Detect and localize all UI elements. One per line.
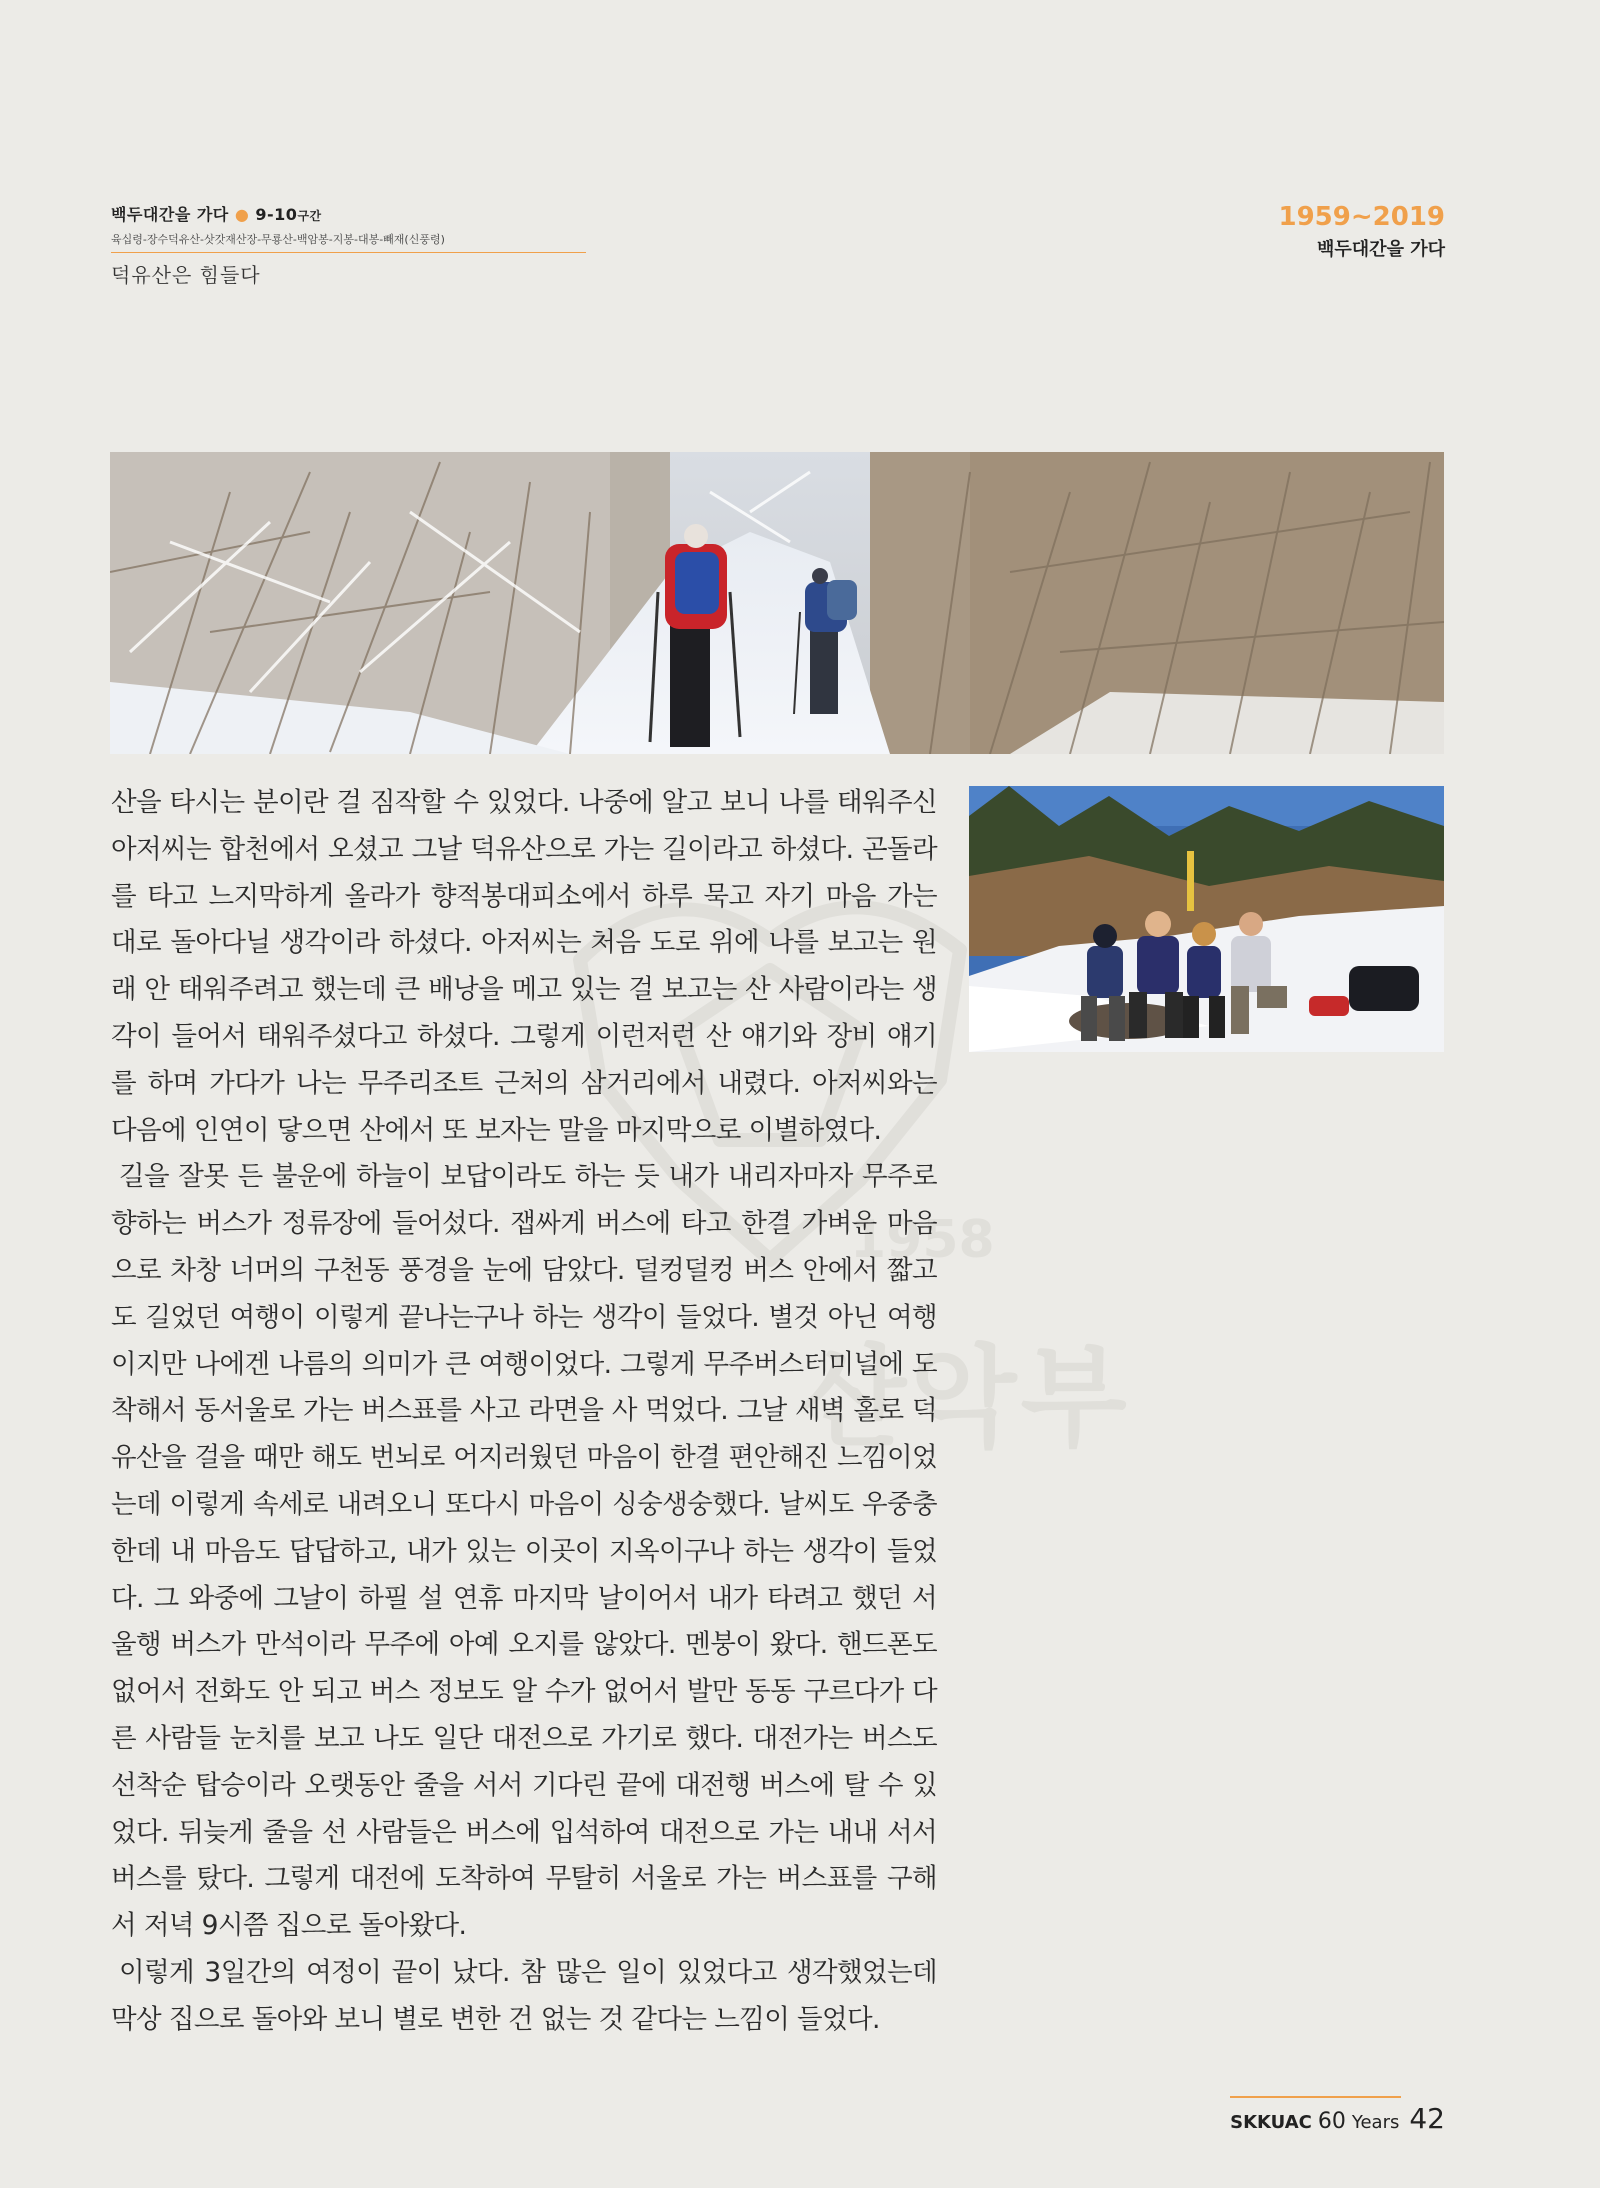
route-line: 육십령-장수덕유산-삿갓재산장-무룡산-백암봉-지봉-대봉-빼재(신풍령) xyxy=(111,231,586,253)
magazine-section-title: 백두대간을 가다 xyxy=(1317,239,1445,260)
side-photo xyxy=(969,786,1444,1052)
body-paragraph: 산을 타시는 분이란 걸 짐작할 수 있었다. 나중에 알고 보니 나를 태워주신 아저씨는 합천에서 오셨고 그날 덕유산으로 가는 길이라고 하셨다. 곤돌라를 타고 느지막하게 올라가 향적봉대피소에서 하루 묵고 자기 마음 가는 대로 돌아다닐 생각이라 하셨다. 아저씨는 처음 도로 위에 나를 보고는 원래 안 태워주려고 했는데 큰 배낭을 메고 있는 걸 보고는 산 사람이라는 생각이 들어서 태워주셨다고 하셨다. 그렇게 이런저런 산 얘기와 장비 얘기를 하며 가다가 나는 무주리조트 근처의 삼거리에서 내렸다. 아저씨와는 다음에 인연이 닿으면 산에서 또 보자는 말을 마지막으로 이별하였다. xyxy=(111,787,937,1146)
magazine-header xyxy=(1278,203,1445,261)
bullet-dot-icon: ● xyxy=(234,205,250,224)
body-paragraph: 이렇게 3일간의 여정이 끝이 났다. 참 많은 일이 있었다고 생각했었는데 막상 집으로 돌아와 보니 별로 변한 건 없는 것 같다는 느낌이 들었다. xyxy=(111,1956,937,2035)
section-number: 9-10 xyxy=(255,205,298,224)
series-title: 백두대간을 가다 xyxy=(111,205,229,224)
watermark-year: 1958 xyxy=(850,1210,995,1270)
page-number: 42 xyxy=(1409,2102,1445,2135)
article-body xyxy=(111,780,937,2044)
top-photo xyxy=(110,452,1444,754)
years-range: 1959~2019 xyxy=(1278,202,1445,232)
section-unit: 구간 xyxy=(297,209,322,223)
footer-years: Years xyxy=(1351,2112,1400,2133)
article-subtitle: 덕유산은 힘들다 xyxy=(111,263,261,287)
body-paragraph: 길을 잘못 든 불운에 하늘이 보답이라도 하는 듯 내가 내리자마자 무주로 향하는 버스가 정류장에 들어섰다. 잽싸게 버스에 타고 한결 가벼운 마음으로 차창 너머의 구천동 풍경을 눈에 담았다. 덜컹덜컹 버스 안에서 짧고도 길었던 여행이 이렇게 끝나는구나 하는 생각이 들었다. 별것 아닌 여행이지만 나에겐 나름의 의미가 큰 여행이었다. 그렇게 무주버스터미널에 도착해서 동서울로 가는 버스표를 사고 라면을 사 먹었다. 그날 새벽 홀로 덕유산을 걸을 때만 해도 번뇌로 어지러웠던 마음이 한결 편안해진 느낌이었는데 이렇게 속세로 내려오니 또다시 마음이 싱숭생숭했다. 날씨도 우중충한데 내 마음도 답답하고, 내가 있는 이곳이 지옥이구나 하는 생각이 들었다. 그 와중에 그날이 하필 설 연휴 마지막 날이어서 내가 타려고 했던 서울행 버스가 만석이라 무주에 아예 오지를 않았다. 멘붕이 왔다. 핸드폰도 없어서 전화도 안 되고 버스 정보도 알 수가 없어서 발만 동동 구르다가 다른 사람들 눈치를 보고 나도 일단 대전으로 가기로 했다. 대전가는 버스도 선착순 탑승이라 오랫동안 줄을 서서 기다린 끝에 대전행 버스에 탈 수 있었다. 뒤늦게 줄을 선 사람들은 버스에 입석하여 대전으로 가는 내내 서서 버스를 탔다. 그렇게 대전에 도착하여 무탈히 서울로 가는 버스표를 구해서 저녁 9시쯤 집으로 돌아왔다. xyxy=(111,1161,937,1942)
snowy-forest-hikers-photo xyxy=(110,452,1444,754)
group-of-four-hikers-photo xyxy=(969,786,1444,1052)
watermark-text: 산악부 xyxy=(800,1334,1131,1462)
series-title-line xyxy=(111,202,586,225)
footer-rule xyxy=(1230,2096,1401,2098)
footer-brand: SKKUAC xyxy=(1230,2112,1312,2133)
section-header xyxy=(111,202,586,288)
page-footer xyxy=(1230,2102,1445,2135)
footer-sixty: 60 xyxy=(1317,2109,1346,2134)
